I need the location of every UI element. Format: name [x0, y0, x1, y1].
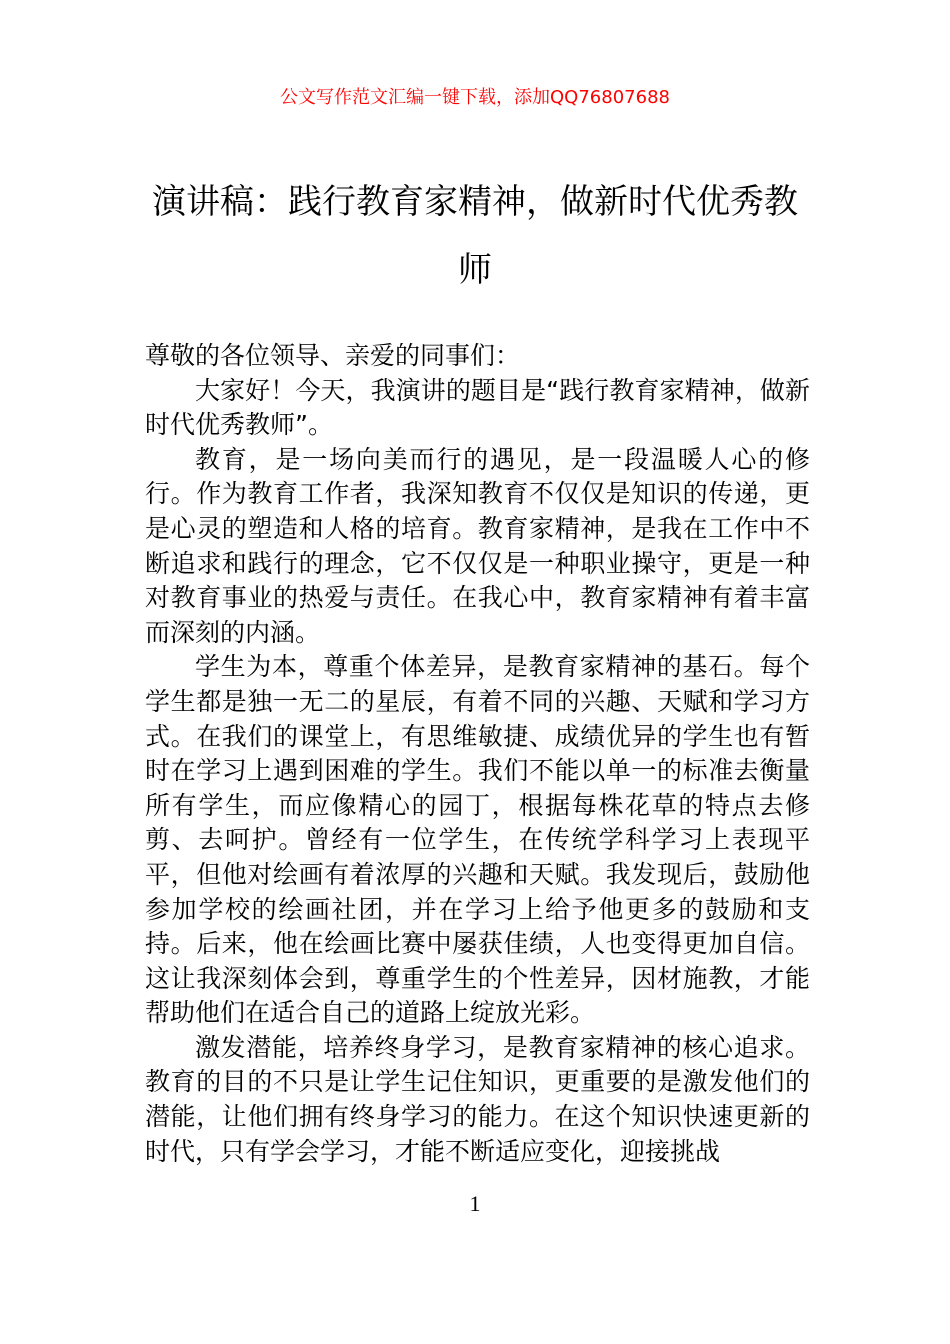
document-title: 演讲稿：践行教育家精神，做新时代优秀教师: [152, 182, 798, 290]
paragraph-potential: 激发潜能，培养终身学习，是教育家精神的核心追求。教育的目的不只是让学生记住知识，更重要的是激发他们的潜能，让他们拥有终身学习的能力。在这个知识快速更新的时代，只有学会学习，才能不断适应变化，迎接挑战: [145, 1032, 810, 1166]
document-body: [145, 339, 810, 1169]
salutation: 尊敬的各位领导、亲爱的同事们：: [145, 341, 521, 370]
page-number: 1: [469, 1191, 481, 1216]
paragraph-education: 教育，是一场向美而行的遇见，是一段温暖人心的修行。作为教育工作者，我深知教育不仅仅是知识的传递，更是心灵的塑造和人格的培育。教育家精神，是我在工作中不断追求和践行的理念，它不仅仅是一种职业操守，更是一种对教育事业的热爱与责任。在我心中，教育家精神有着丰富而深刻的内涵。: [145, 444, 810, 647]
paragraph-student-centered: 学生为本，尊重个体差异，是教育家精神的基石。每个学生都是独一无二的星辰，有着不同的兴趣、天赋和学习方式。在我们的课堂上，有思维敏捷、成绩优异的学生也有暂时在学习上遇到困难的学生。我们不能以单一的标准去衡量所有学生，而应像精心的园丁，根据每株花草的特点去修剪、去呵护。曾经有一位学生，在传统学科学习上表现平平，但他对绘画有着浓厚的兴趣和天赋。我发现后，鼓励他参加学校的绘画社团，并在学习上给予他更多的鼓励和支持。后来，他在绘画比赛中屡获佳绩，人也变得更加自信。这让我深刻体会到，尊重学生的个性差异，因材施教，才能帮助他们在适合自己的道路上绽放光彩。: [145, 652, 810, 1028]
paragraph-greeting: 大家好！今天，我演讲的题目是“践行教育家精神，做新时代优秀教师”。: [145, 375, 810, 440]
header-note: 公文写作范文汇编一键下载，添加QQ76807688: [280, 87, 670, 108]
